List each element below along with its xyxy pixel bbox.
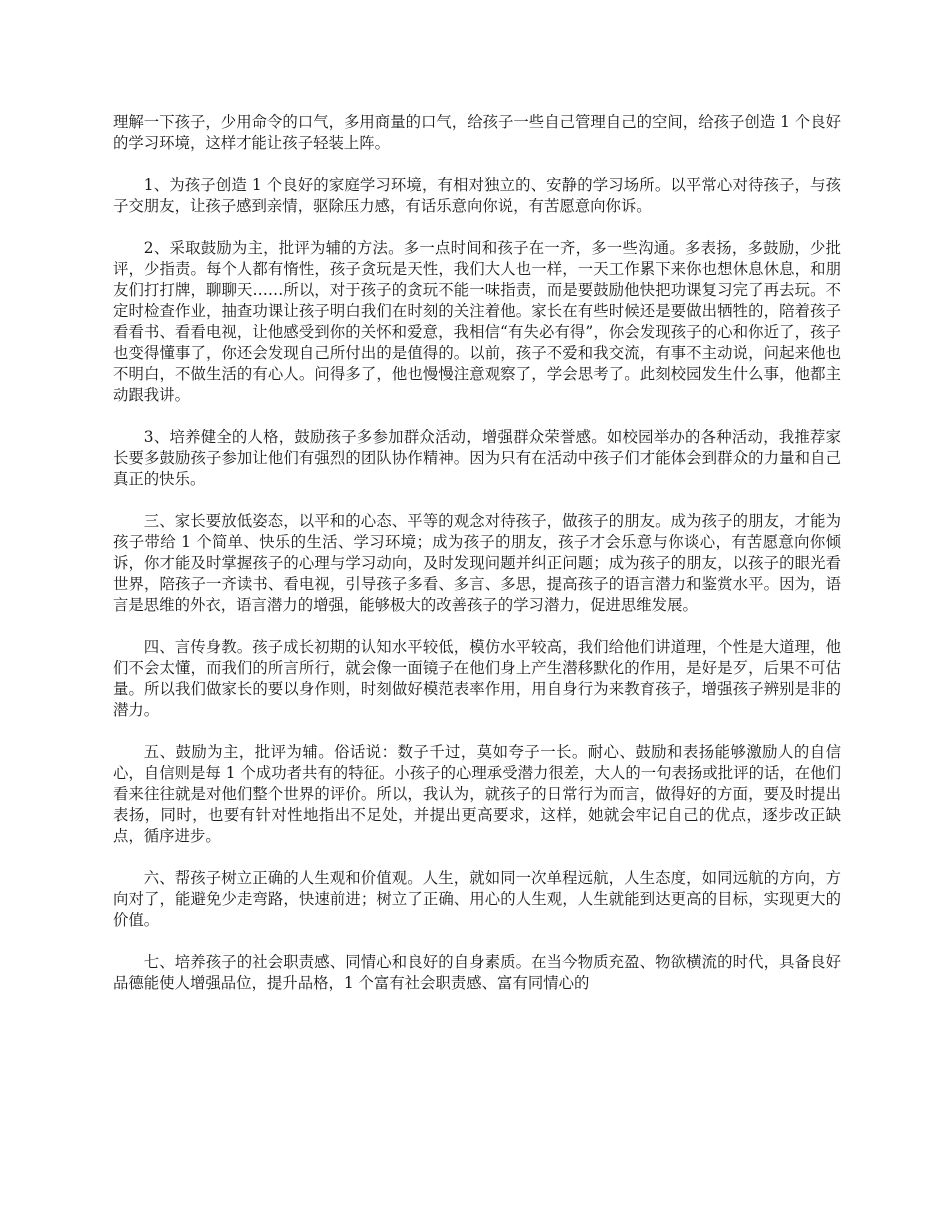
paragraph-section-7: 七、培养孩子的社会职责感、同情心和良好的自身素质。在当今物质充盈、物欲横流的时代，具备良好品德能使人增强品位，提升品格，1 个富有社会职责感、富有同情心的 xyxy=(113,953,841,992)
paragraph-item-3: 3、培养健全的人格，鼓励孩子多参加群众活动，增强群众荣誉感。如校园举办的各种活动，我推荐家长要多鼓励孩子参加让他们有强烈的团队协作精神。因为只有在活动中孩子们才能体会到群众的力量和自己真正的快乐。 xyxy=(113,428,841,488)
document-body xyxy=(113,112,841,1015)
paragraph-item-2: 2、采取鼓励为主，批评为辅的方法。多一点时间和孩子在一齐，多一些沟通。多表扬，多鼓励，少批评，少指责。每个人都有惰性，孩子贪玩是天性，我们大人也一样，一天工作累下来你也想休息休息，和朋友们打打牌，聊聊天……所以，对于孩子的贪玩不能一味指责，而是要鼓励他快把功课复习完了再去玩。不定时检查作业，抽查功课让孩子明白我们在时刻的关注着他。家长在有些时候还是要做出牺牲的，陪着孩子看看书、看看电视，让他感受到你的关怀和爱意，我相信“有失必有得”，你会发现孩子的心和你近了，孩子也变得懂事了，你还会发现自己所付出的是值得的。以前，孩子不爱和我交流，有事不主动说，问起来他也不明白，不做生活的有心人。问得多了，他也慢慢注意观察了，学会思考了。此刻校园发生什么事，他都主动跟我讲。 xyxy=(113,239,841,404)
paragraph-section-3: 三、家长要放低姿态，以平和的心态、平等的观念对待孩子，做孩子的朋友。成为孩子的朋友，才能为孩子带给 1 个简单、快乐的生活、学习环境；成为孩子的朋友，孩子才会乐意与你谈心，有苦愿意向你倾诉，你才能及时掌握孩子的心理与学习动向，及时发现问题并纠正问题；成为孩子的朋友，以孩子的眼光看世界，陪孩子一齐读书、看电视，引导孩子多看、多言、多思，提高孩子的语言潜力和鉴赏水平。因为，语言是思维的外衣，语言潜力的增强，能够极大的改善孩子的学习潜力，促进思维发展。 xyxy=(113,512,841,614)
paragraph-intro: 理解一下孩子，少用命令的口气，多用商量的口气，给孩子一些自己管理自己的空间，给孩子创造 1 个良好的学习环境，这样才能让孩子轻装上阵。 xyxy=(113,113,841,152)
paragraph-section-6: 六、帮孩子树立正确的人生观和价值观。人生，就如同一次单程远航，人生态度，如同远航的方向，方向对了，能避免少走弯路，快速前进；树立了正确、用心的人生观，人生就能到达更高的目标，实现更大的价值。 xyxy=(113,869,841,929)
paragraph-section-5: 五、鼓励为主，批评为辅。俗话说：数子千过，莫如夸子一长。耐心、鼓励和表扬能够激励人的自信心，自信则是每 1 个成功者共有的特征。小孩子的心理承受潜力很差，大人的一句表扬或批评的话，在他们看来往往就是对他们整个世界的评价。所以，我认为，就孩子的日常行为而言，做得好的方面，要及时提出表扬，同时，也要有针对性地指出不足处，并提出更高要求，这样，她就会牢记自己的优点，逐步改正缺点，循序进步。 xyxy=(113,743,841,845)
paragraph-section-4: 四、言传身教。孩子成长初期的认知水平较低，模仿水平较高，我们给他们讲道理，个性是大道理，他们不会太懂，而我们的所言所行，就会像一面镜子在他们身上产生潜移默化的作用，是好是歹，后果不可估量。所以我们做家长的要以身作则，时刻做好模范表率作用，用自身行为来教育孩子，增强孩子辨别是非的潜力。 xyxy=(113,638,841,719)
paragraph-item-1: 1、为孩子创造 1 个良好的家庭学习环境，有相对独立的、安静的学习场所。以平常心对待孩子，与孩子交朋友，让孩子感到亲情，驱除压力感，有话乐意向你说，有苦愿意向你诉。 xyxy=(113,176,841,215)
